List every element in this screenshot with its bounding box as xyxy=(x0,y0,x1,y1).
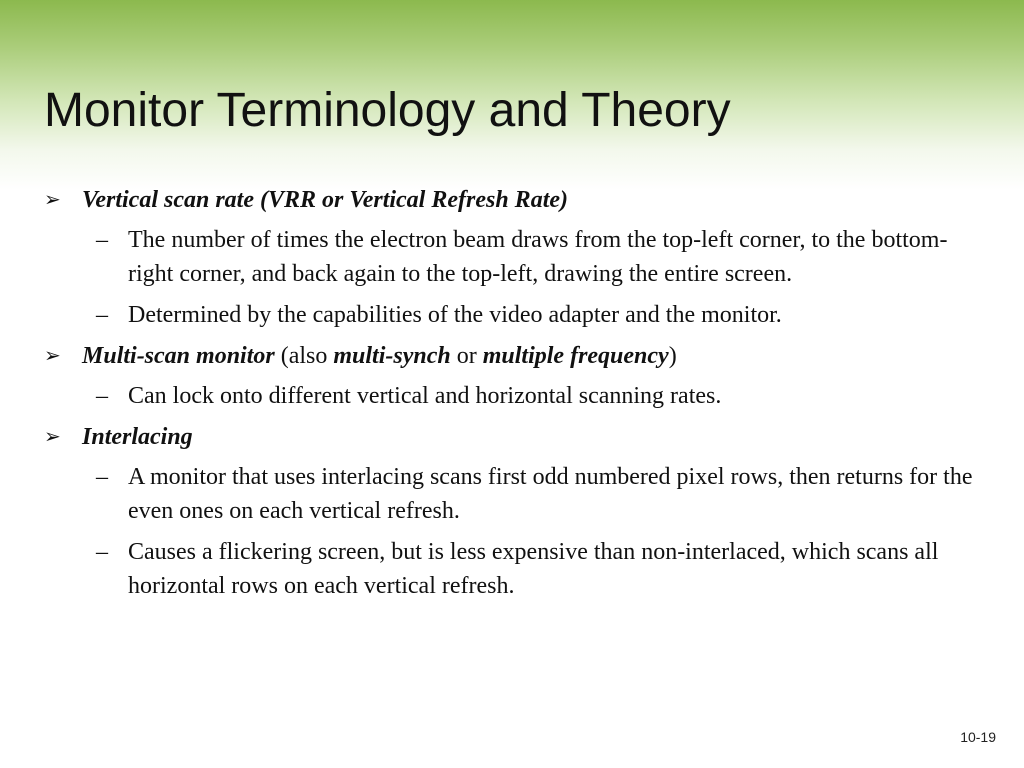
sub-bullet xyxy=(44,223,974,291)
sub-bullet xyxy=(44,298,974,332)
bullet-heading: Interlacing xyxy=(82,424,193,450)
sub-bullet xyxy=(44,379,974,413)
bullet-term-alt: multi-synch xyxy=(333,343,451,369)
bullet-term-alt: multiple frequency xyxy=(482,343,669,369)
bullet-vertical-scan-rate xyxy=(44,183,974,217)
bullet-multi-scan-monitor xyxy=(44,339,974,373)
arrow-bullet-icon: ➢ xyxy=(44,189,61,211)
bullet-interlacing xyxy=(44,420,974,454)
sub-bullet-text: Determined by the capabilities of the video adapter and the monitor. xyxy=(128,302,782,328)
sub-bullet xyxy=(44,460,974,528)
slide-body xyxy=(44,183,974,610)
dash-marker: – xyxy=(96,302,108,328)
dash-marker: – xyxy=(96,383,108,409)
bullet-text: (also xyxy=(274,343,334,369)
sub-bullet-text: Causes a flickering screen, but is less expensive than non-interlaced, which scans all horizontal rows on each vertical refresh. xyxy=(128,539,939,599)
sub-bullet-text: A monitor that uses interlacing scans first odd numbered pixel rows, then returns for the even ones on each vertical refresh. xyxy=(128,464,973,524)
bullet-term: Multi-scan monitor xyxy=(82,343,275,369)
arrow-bullet-icon: ➢ xyxy=(44,426,61,448)
sub-bullet xyxy=(44,535,974,603)
bullet-text: or xyxy=(450,343,483,369)
dash-marker: – xyxy=(96,539,108,565)
dash-marker: – xyxy=(96,227,108,253)
sub-bullet-text: The number of times the electron beam draws from the top-left corner, to the bottom-right corner, and back again to the top-left, drawing the entire screen. xyxy=(128,227,948,287)
bullet-text: ) xyxy=(668,343,677,369)
sub-bullet-text: Can lock onto different vertical and horizontal scanning rates. xyxy=(128,383,722,409)
arrow-bullet-icon: ➢ xyxy=(44,345,61,367)
bullet-heading: Vertical scan rate (VRR or Vertical Refresh Rate) xyxy=(82,187,568,213)
page-number: 10-19 xyxy=(960,729,996,745)
slide-title: Monitor Terminology and Theory xyxy=(44,84,731,137)
dash-marker: – xyxy=(96,464,108,490)
